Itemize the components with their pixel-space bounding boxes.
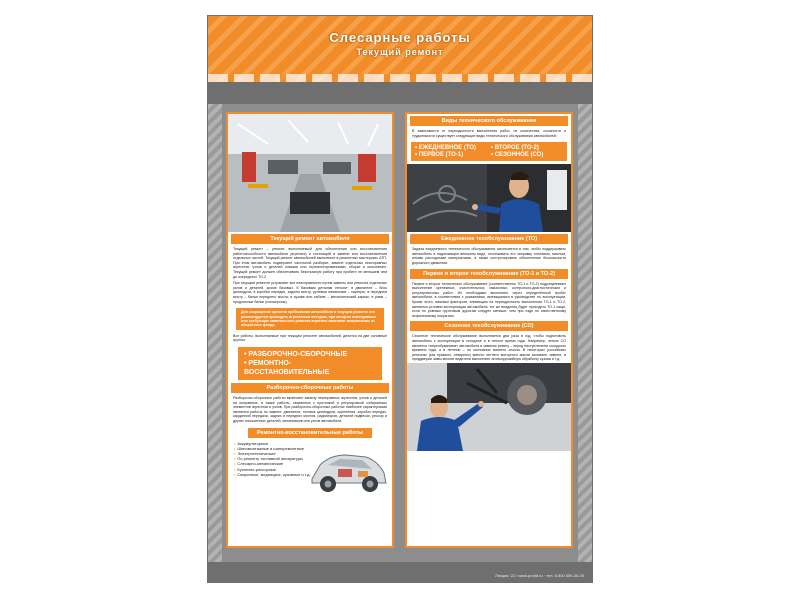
maintenance-types-box [411, 142, 567, 161]
poster-title [208, 30, 592, 57]
footer-text: Лекция: 22 / www.profid.ru · тел. 8 800 555-35-35 [495, 573, 584, 578]
type-item: • ВТОРОЕ (ТО-2) [491, 145, 563, 151]
section-heading-to1-to2: Первое и второе техобслуживание (ТО-1 и ТО-2) [410, 269, 568, 279]
mechanic-engine-icon [407, 164, 571, 232]
type-item: • ЕЖЕДНЕВНОЕ (ТО) [415, 145, 487, 151]
section-heading-types: Виды технического обслуживания [410, 116, 568, 126]
list-item: • Шиномонтажные и шиноремонтные [234, 446, 386, 451]
poster-header [208, 16, 592, 104]
section-heading-daily: Ежедневное техобслуживание (ТО) [410, 234, 568, 244]
left-column [226, 112, 394, 548]
header-stripe [208, 74, 592, 82]
paragraph: Разборочно-сборочные работы включают замену неисправных агрегатов, узлов и деталей на исправные, а также работы, связанные с притонкой и регулировкой собираемых элементов агрегатов и узлов. При разборочно-сборочных работах наиболее характерными являются работы по замене: двигателя, головок цилиндров, сцепления, коробок передач, карданной передачи, задних и передних мостов, радиаторов, деталей подвески, рессор и других изношенных деталей, механизмов или узлов автомобиля. [233, 395, 387, 423]
list-item: • Кузнечно-рессорные [234, 467, 386, 472]
paragraph: Задача ежедневного технического обслуживания заключается в том, чтобы поддерживать автомобиль в надлежащем внешнем виде, отслеживать его заправку топливом, маслом, иными расходными материалами, а также контролировать обеспечение безопасности дорожного движения. [412, 247, 566, 265]
left-stripes [208, 104, 222, 562]
title-line2: Текущий ремонт [356, 47, 444, 57]
restoration-block [228, 441, 392, 501]
section-heading-assembly: Разборочно-сборочные работы [231, 383, 389, 393]
list-item: • По ремонту топливной аппаратуры [234, 456, 386, 461]
poster [207, 15, 593, 583]
mechanic-underbody-icon [407, 363, 571, 451]
right-stripes [578, 104, 592, 562]
group-item: • РАЗБОРОЧНО-СБОРОЧНЫЕ [244, 350, 348, 358]
poster-footer [208, 562, 592, 582]
paragraph: Сезонное техническое обслуживание выполняется два раза в год, чтобы подготовить автомобиль к эксплуатации в холодное и в теплое время года. Например, четкое СО является «переобуванием» автомобиля в зимнюю резину – перед наступлением холодного времени года, и в летнюю – по окончании зимнего сезона. В некоторых российских регионах (как правило, северных) вместо летнего моторного масла заливают зимнее, в преддверии зимы многие водители выполняют антикоррозийную обработку кузова и т.д. [412, 334, 566, 362]
highlight-note: Для сокращения времени пребывания автомобиля в текущем ремонте его рекомендуется проводить агрегатным методом, при котором неисправные или требующие капитального ремонта агрегаты заменяют исправными из оборотного фонда. [236, 308, 384, 330]
section-heading-restoration: Ремонтно-восстановительные работы [248, 428, 372, 438]
section-heading-seasonal: Сезонное техобслуживание (СО) [410, 321, 568, 331]
header-band [208, 82, 592, 104]
mechanic-underbody-photo [407, 363, 571, 451]
paragraph: Все работы, выполняемые при текущем ремонте автомобилей, делятся на две основные группы: [233, 333, 387, 343]
right-column [405, 112, 573, 548]
list-item: • Слесарно-механические [234, 461, 386, 466]
car-xray-icon [306, 441, 390, 499]
type-item: • ПЕРВОЕ (ТО-1) [415, 152, 487, 158]
title-line1: Слесарные работы [329, 30, 471, 45]
group-item: • РЕМОНТНО-ВОССТАНОВИТЕЛЬНЫЕ [244, 359, 330, 376]
paragraph: Первое и второе техническое обслуживание (соответственно ТО-1 и ТО-2) подразумевают выполнение крепежных, очистительных, смазочных, контрольно-диагностических и регулировочных работ. Их необходимо выполнять через определённый пробег автомобиля, в соответствии с указаниями, имеющимися в руководстве по эксплуатации. Кроме этого, важным фактором, влияющим на периодичность выполнения ТО-1 и ТО-2, являются условия эксплуатации автомобиля: тот же владелец будет проходить ТО-1 чаще, если по ровным грунтовым дорогам следует меньше, чем при езде по качественному асфальтовому покрытию. [412, 281, 566, 318]
list-item: • Сварочные, медницкие, кузовные и т.д. [234, 472, 386, 477]
type-item: • СЕЗОННОЕ (СО) [491, 152, 563, 158]
mechanic-engine-photo [407, 164, 571, 232]
work-groups-box [238, 347, 382, 380]
garage-photo [228, 114, 392, 232]
paragraph: В зависимости от периодичности выполнения работ, их количества, сложности и трудоемкости существует следующие виды технического обслуживания автомобилей: [412, 129, 566, 138]
list-item: • Электротехнические [234, 451, 386, 456]
car-service-garage-icon [228, 114, 392, 232]
paragraph: При текущем ремонте устраняют все неисправности путем замены или ремонта отдельных узлов и деталей, кроме базовых. К базовым деталям относят: в двигателе – блок цилиндров; в коробке передач, заднем мосту, рулевом механизме – картеры; в переднем мосту – балка переднего моста; в кузове или кабине – металлический каркас; в раме – продольные балки (лонжероны). [233, 281, 387, 304]
paragraph: Текущий ремонт – ремонт, выполняемый для обеспечения или восстановления работоспособности автомобиля (агрегата) и состоящий в замене или восстановлении отдельных частей. Текущий ремонт автомобилей выполняют в ремонтных мастерских АТП. При этом автомобиль подвергают частичной разборке, замене отдельных неисправных агрегатов, узлов и деталей новыми или отремонтированными, сборке и испытанию. Текущий ремонт должен обеспечивать безотказную работу при пробеге не меньшем чем до очередного ТО-2. [233, 247, 387, 279]
list-item: • Аккумуляторные [234, 441, 386, 446]
section-heading-current-repair: Текущий ремонт автомобиля [231, 234, 389, 244]
